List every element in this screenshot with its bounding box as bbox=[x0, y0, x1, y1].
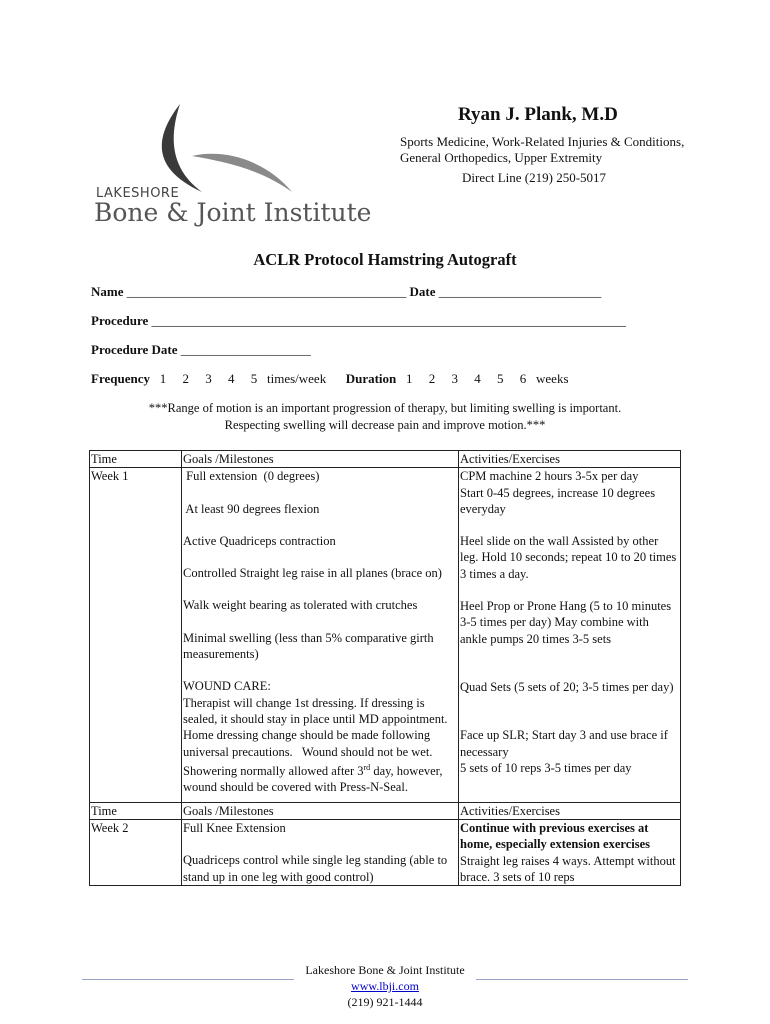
week-2-time: Week 2 bbox=[90, 819, 182, 885]
goal-item: Full Knee Extension bbox=[183, 820, 286, 835]
goal-item: Controlled Straight leg raise in all planes (brace on) bbox=[183, 566, 442, 581]
goal-item: Active Quadriceps contraction bbox=[183, 533, 336, 548]
table-header-row bbox=[90, 451, 681, 468]
wound-care-body: Therapist will change 1st dressing. If dressing is sealed, it should stay in place until MD appointment. Home dressing change should be made following universal precautions. Wound should not be wet. Showering normally allowed after 3 bbox=[183, 695, 451, 779]
wound-care-heading: WOUND CARE: bbox=[183, 679, 271, 694]
footer-website-link[interactable]: www.lbji.com bbox=[351, 979, 419, 993]
wound-care-tail: day, however, wound should be covered with Press-N-Seal. bbox=[183, 764, 446, 795]
week-1-activities bbox=[459, 468, 681, 802]
week-2-activities bbox=[459, 819, 681, 885]
activity-item: Heel Prop or Prone Hang (5 to 10 minutes 3-5 times per day) May combine with ankle pumps 20 times 3-5 sets bbox=[460, 599, 672, 646]
activity-item: Heel slide on the wall Assisted by other leg. Hold 10 seconds; repeat 10 to 20 times 3 times a day. bbox=[460, 534, 677, 581]
footer-org: Lakeshore Bone & Joint Institute bbox=[305, 963, 465, 977]
logo-small-text: LAKESHORE bbox=[96, 186, 180, 201]
goal-item: Quadriceps control while single leg standing (able to stand up in one leg with good control) bbox=[183, 853, 448, 884]
activity-item: 5 sets of 10 reps 3-5 times per day bbox=[460, 760, 632, 775]
header-time: Time bbox=[90, 451, 182, 468]
table-header-row bbox=[90, 802, 681, 819]
date-blank[interactable]: _________________________ bbox=[438, 284, 602, 299]
frequency-duration-row bbox=[91, 371, 569, 387]
goal-item: Full extension (0 degrees) bbox=[183, 469, 320, 484]
lakeshore-logo bbox=[94, 100, 374, 230]
activity-item: Quad Sets (5 sets of 20; 3-5 times per day) bbox=[460, 679, 674, 694]
week-1-goals bbox=[182, 468, 459, 802]
frequency-label: Frequency bbox=[91, 371, 150, 386]
footer-phone: (219) 921-1444 bbox=[347, 995, 423, 1009]
doctor-name: Ryan J. Plank, M.D bbox=[458, 104, 618, 125]
goal-item: Minimal swelling (less than 5% comparative girth measurements) bbox=[183, 630, 434, 662]
duration-options[interactable]: 1 2 3 4 5 6 bbox=[406, 371, 527, 386]
frequency-options[interactable]: 1 2 3 4 5 bbox=[159, 371, 258, 386]
note-line-2: Respecting swelling will decrease pain and improve motion.*** bbox=[224, 418, 546, 432]
activity-item: Continue with previous exercises at home, especially extension exercises bbox=[460, 820, 651, 852]
direct-line: Direct Line (219) 250-5017 bbox=[462, 170, 607, 185]
activity-item: Face up SLR; Start day 3 and use brace if necessary bbox=[460, 728, 668, 759]
header-goals: Goals /Milestones bbox=[182, 451, 459, 468]
page-title: ACLR Protocol Hamstring Autograft bbox=[253, 250, 517, 269]
name-label: Name bbox=[91, 284, 124, 299]
duration-label: Duration bbox=[345, 371, 397, 386]
wound-care-sup: rd bbox=[363, 762, 371, 772]
procedure-date-field[interactable] bbox=[91, 342, 311, 358]
footer bbox=[0, 962, 770, 1010]
activity-item: Straight leg raises 4 ways. Attempt without brace. 3 sets of 10 reps bbox=[460, 853, 676, 884]
goal-item: At least 90 degrees flexion bbox=[183, 501, 320, 516]
note-line-1: ***Range of motion is an important progression of therapy, but limiting swelling is important. bbox=[148, 401, 622, 415]
duration-unit: weeks bbox=[536, 371, 569, 386]
table-row-week-1 bbox=[90, 468, 681, 802]
week-1-time: Week 1 bbox=[90, 468, 182, 802]
protocol-table bbox=[89, 450, 681, 886]
specialties-line-1: Sports Medicine, Work-Related Injuries & Conditions, bbox=[400, 134, 685, 149]
procedure-blank[interactable]: _________________________________________________________________________ bbox=[151, 313, 627, 328]
procedure-date-label: Procedure Date bbox=[91, 342, 178, 357]
week-2-goals bbox=[182, 819, 459, 885]
logo-big-text: Bone & Joint Institute bbox=[94, 198, 372, 227]
table-row-week-2 bbox=[90, 819, 681, 885]
logo-swoosh-icon bbox=[132, 100, 312, 200]
frequency-unit: times/week bbox=[266, 371, 327, 386]
activity-item: CPM machine 2 hours 3-5x per day bbox=[460, 469, 639, 484]
header-time: Time bbox=[90, 802, 182, 819]
header-goals: Goals /Milestones bbox=[182, 802, 459, 819]
procedure-field[interactable] bbox=[91, 313, 626, 329]
date-label: Date bbox=[409, 284, 436, 299]
wound-care-text bbox=[183, 695, 457, 796]
procedure-date-blank[interactable]: ____________________ bbox=[180, 342, 311, 357]
procedure-label: Procedure bbox=[91, 313, 149, 328]
goal-item: Walk weight bearing as tolerated with crutches bbox=[183, 598, 418, 613]
name-field[interactable] bbox=[91, 284, 601, 300]
activity-item: Start 0-45 degrees, increase 10 degrees everyday bbox=[460, 485, 656, 516]
name-blank[interactable]: ___________________________________________ bbox=[126, 284, 407, 299]
specialties-line-2: General Orthopedics, Upper Extremity bbox=[400, 150, 603, 165]
header-activities: Activities/Exercises bbox=[459, 451, 681, 468]
header-activities: Activities/Exercises bbox=[459, 802, 681, 819]
